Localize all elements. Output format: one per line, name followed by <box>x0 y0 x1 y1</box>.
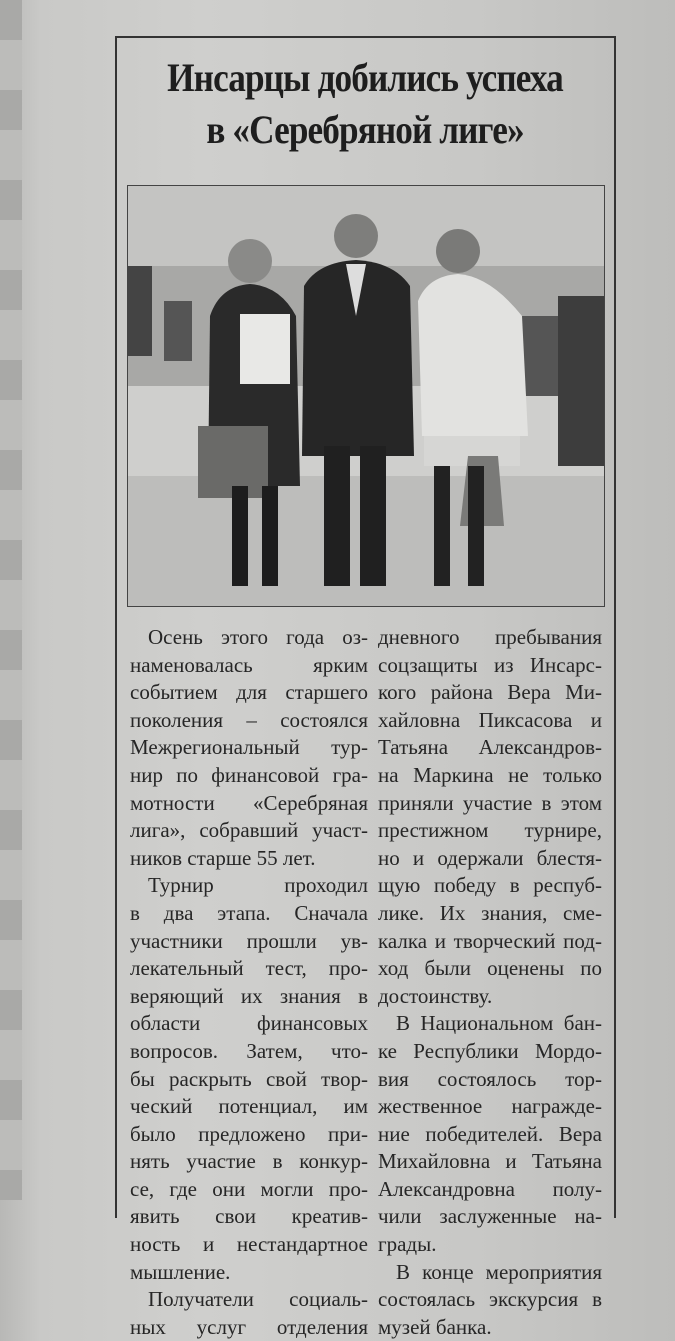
text-line: явить свои креатив- <box>130 1204 368 1229</box>
text-line: музей банка. <box>378 1314 492 1339</box>
text-line: бы раскрыть свой твор- <box>130 1066 368 1091</box>
text-line: ческий потенциал, им <box>130 1094 368 1119</box>
text-line: лига», собравший участ- <box>130 818 368 843</box>
text-line: мышление. <box>130 1259 231 1284</box>
text-line: дневного пребывания <box>378 625 602 649</box>
text-line: было предложено при- <box>130 1121 368 1146</box>
text-line: участники прошли ув- <box>130 928 368 953</box>
text-line: кого района Вера Ми- <box>378 680 602 705</box>
text-line: веряющий их знания в <box>130 983 368 1008</box>
text-line: Татьяна Александров- <box>378 735 602 760</box>
text-line: событием для старшего <box>130 680 368 705</box>
text-line: Получатели социаль- <box>148 1287 368 1312</box>
text-line: се, где они могли про- <box>130 1176 368 1201</box>
text-line: но и одержали блестя- <box>378 845 602 870</box>
text-line: В конце мероприятия <box>396 1259 602 1284</box>
text-line: ке Республики Мордо- <box>378 1038 602 1063</box>
text-line: области финансовых <box>130 1011 368 1036</box>
text-line: ников старше 55 лет. <box>130 845 316 870</box>
page-margin <box>0 0 22 1200</box>
article-photo <box>127 185 605 607</box>
text-line: Александровна полу- <box>378 1176 602 1201</box>
text-line: приняли участие в этом <box>378 790 602 815</box>
text-line: наменовалась ярким <box>130 652 368 677</box>
text-line: ных услуг отделения <box>130 1314 368 1339</box>
text-line: лике. Их знания, сме- <box>378 900 602 925</box>
text-line: вия состоялось тор- <box>378 1066 602 1091</box>
article-column-1 <box>130 624 368 1341</box>
article-column-2 <box>378 624 602 1341</box>
text-line: ность и нестандартное <box>130 1232 368 1257</box>
text-line: достоинству. <box>378 983 493 1008</box>
title-line: Инсарцы добились успеха <box>167 55 563 100</box>
text-line: хайловна Пиксасова и <box>378 707 602 732</box>
text-line: В Национальном бан- <box>396 1011 602 1036</box>
text-line: жественное награжде- <box>378 1094 602 1119</box>
text-line: в два этапа. Сначала <box>130 900 368 925</box>
text-line: Осень этого года оз- <box>148 625 368 649</box>
text-line: соцзащиты из Инсарс- <box>378 652 602 677</box>
title-line: в «Серебряной лиге» <box>206 107 524 152</box>
text-line: вопросов. Затем, что- <box>130 1038 368 1063</box>
text-line: на Маркина не только <box>378 762 602 787</box>
text-line: состоялась экскурсия в <box>378 1287 602 1312</box>
text-line: Турнир проходил <box>148 873 368 898</box>
text-line: Михайловна и Татьяна <box>378 1149 602 1174</box>
article-title <box>148 52 583 156</box>
text-line: ние победителей. Вера <box>378 1121 602 1146</box>
text-line: грады. <box>378 1232 437 1257</box>
text-line: лекательный тест, про- <box>130 956 368 981</box>
text-line: щую победу в респуб- <box>378 873 602 898</box>
text-line: нир по финансовой гра- <box>130 762 368 787</box>
text-line: престижном турнире, <box>378 818 602 843</box>
text-line: ход были оценены по <box>378 956 602 981</box>
text-line: мотности «Серебряная <box>130 790 368 815</box>
text-line: нять участие в конкур- <box>130 1149 368 1174</box>
text-line: чили заслуженные на- <box>378 1204 602 1229</box>
text-line: калка и творческий под- <box>378 928 602 953</box>
text-line: поколения – состоялся <box>130 707 368 732</box>
text-line: Межрегиональный тур- <box>130 735 368 760</box>
